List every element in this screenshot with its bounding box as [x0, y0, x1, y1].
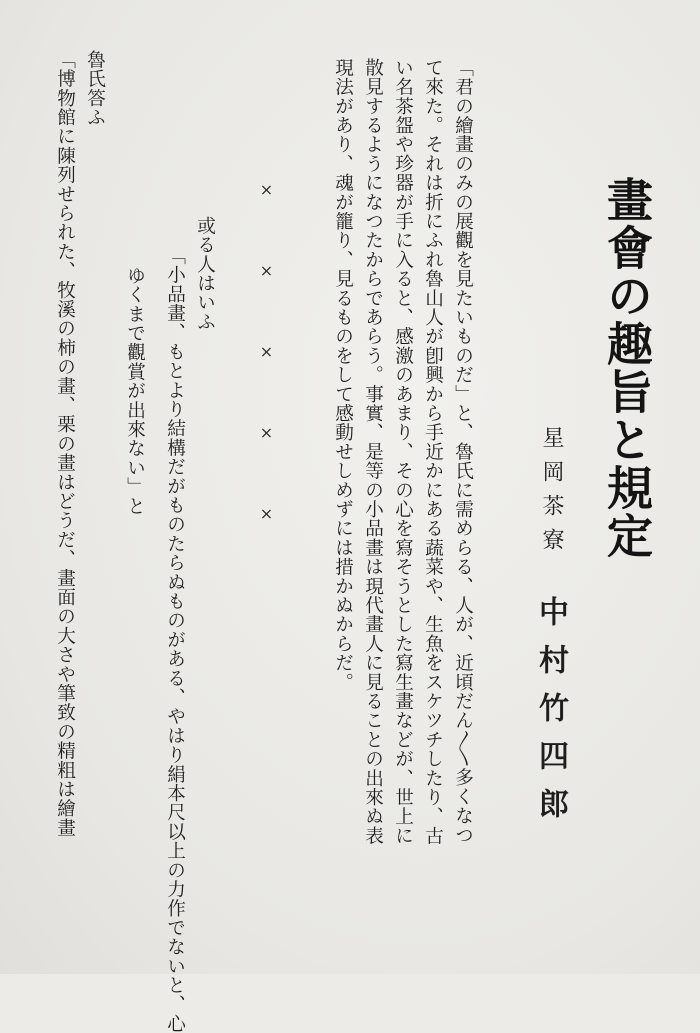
paragraph-line: 「君の繪畫のみの展觀を見たいものだ」と、魯氏に需めらる、人が、近頃だん〳〵多くなつ [452, 58, 474, 845]
paragraph-line: 散見するようになつたからであらう。事實、是等の小品畫は現代畫人に見ることの出來ぬ表 [362, 58, 384, 846]
dialogue-line: ゆくまで觀賞が出來ない」と [124, 266, 146, 516]
dialogue-line: 魯氏答ふ [84, 50, 106, 127]
article-title: 畫會の趣旨と規定 [600, 176, 654, 560]
dialogue-line: 或る人はいふ [194, 216, 216, 332]
author-name: 中村竹四郎 [533, 596, 568, 836]
paragraph-line: 現法があり、魂が籠り、見るものをして感動せしめずには措かぬからだ。 [332, 58, 354, 692]
section-separator-marks: ××××× [257, 180, 276, 585]
dialogue-line: 「小品畫、もとより結構だがものたらぬものがある、やはり絹本尺以上の力作でないと、心 [164, 246, 186, 1033]
dialogue-line: 「博物館に陳列せられた、牧溪の柿の畫、栗の畫はどうだ、畫面の大さや筆致の精粗は繪畫 [54, 50, 76, 838]
paragraph-line: て來た。それは折にふれ魯山人が卽興から手近かにある蔬菜や、生魚をスケツチしたり、古 [422, 58, 444, 846]
paragraph-line: い名茶盌や珍器が手に入ると、感激のあまり、その心を寫そうとした寫生畫などが、世上に [392, 58, 414, 846]
author-affiliation: 星岡茶寮 [539, 426, 564, 562]
